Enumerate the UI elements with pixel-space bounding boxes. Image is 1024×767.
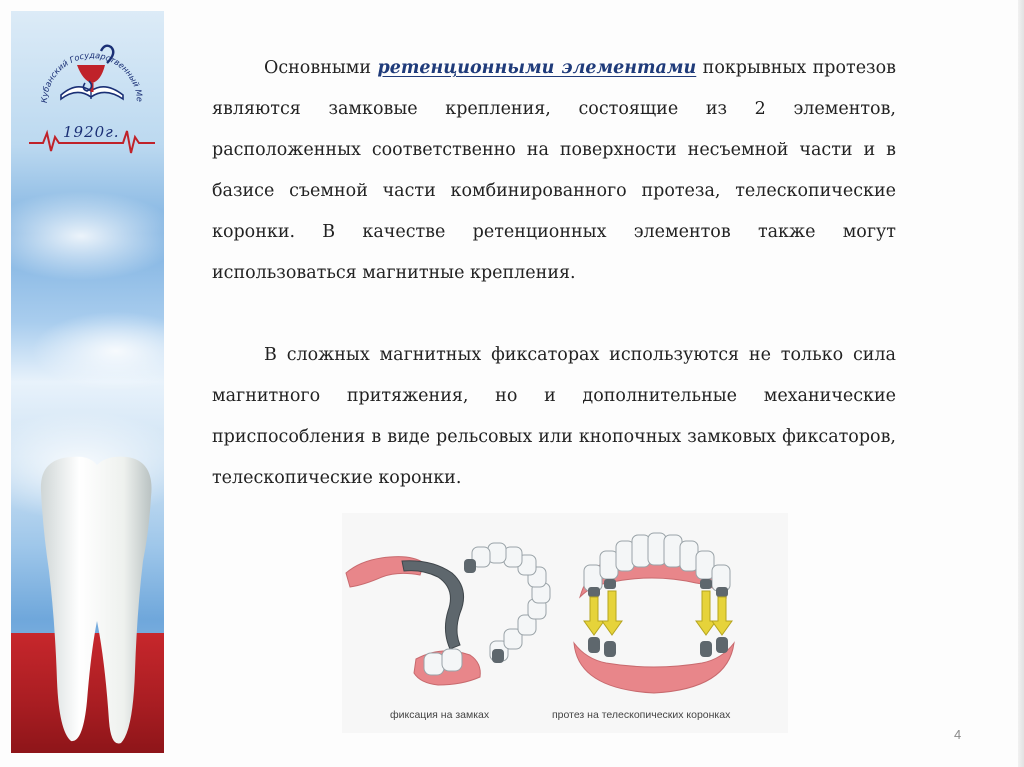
paragraph-1-rest: покрывных протезов являются замковые крепления, состоящие из 2 элементов, расположенных соответственно на поверхности несъемной части и в базисе съемной части комбинированного протеза, телескопические коронки. В качестве ретенционных элементов также могут использоваться магнитные крепления. <box>212 58 896 283</box>
logo-year: 1920г. <box>63 123 120 141</box>
paragraph-2 <box>212 335 896 499</box>
caption-telescopic-crowns: протез на телескопических коронках <box>552 709 731 721</box>
university-logo <box>25 25 159 159</box>
prosthesis-diagram <box>342 513 788 709</box>
telescopic-crowns-illustration <box>574 533 734 693</box>
tooth-illustration-icon <box>31 451 161 751</box>
left-decorative-band <box>11 11 164 753</box>
emphasis-retention-elements: ретенционными элементами <box>377 58 697 78</box>
dental-prosthesis-figure <box>342 513 788 733</box>
paragraph-1 <box>212 48 896 294</box>
main-text <box>212 48 896 499</box>
paragraph-2-text: В сложных магнитных фиксаторах используются не только сила магнитного притяжения, но и дополнительные механические приспособления в виде рельсовых или кнопочных замковых фиксаторов, телескопические коронки. <box>212 345 896 488</box>
lock-fixation-illustration <box>346 543 550 685</box>
caption-lock-fixation: фиксация на замках <box>390 709 490 721</box>
paragraph-1-start: Основными <box>264 58 378 78</box>
page-number: 4 <box>954 727 962 742</box>
logo-ring-text: Кубанский Государственный Ме <box>38 49 146 104</box>
